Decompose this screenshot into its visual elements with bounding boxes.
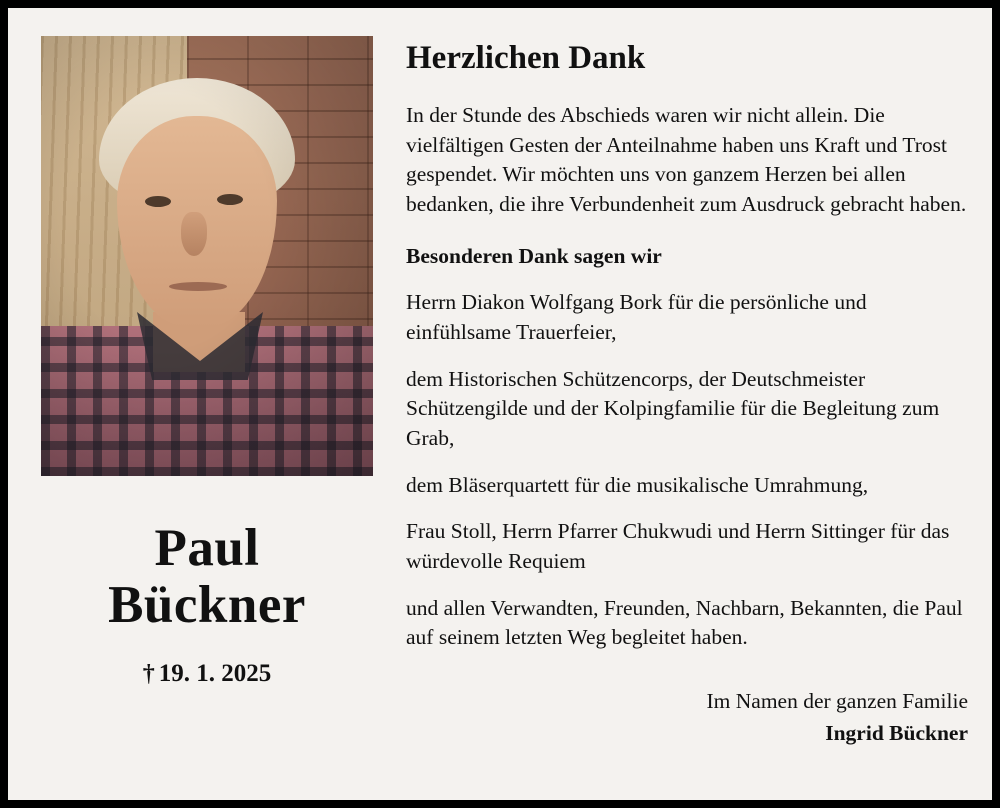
- name-line-1: Paul: [154, 519, 260, 577]
- signature: Ingrid Bückner: [825, 720, 968, 745]
- closing-block: [406, 687, 968, 748]
- name-line-2: Bückner: [108, 576, 306, 635]
- thanks-heading: Besonderen Dank sagen wir: [406, 243, 662, 268]
- cross-icon: †: [142, 661, 155, 688]
- page-title: Herzlichen Dank: [406, 40, 646, 76]
- right-column: [378, 8, 992, 800]
- intro-paragraph: In der Stunde des Abschieds waren wir nicht allein. Die vielfältigen Gesten der Anteilnahme haben uns Kraft und Trost gespendet. Wir möchten uns von ganzem Herzen bei allen bedanken, die ihre Verbundenheit zum Ausdruck gebracht haben.: [406, 103, 967, 216]
- thanks-item: und allen Verwandten, Freunden, Nachbarn, Bekannten, die Paul auf seinem letzten Weg begleitet haben.: [406, 595, 963, 650]
- thanks-item: Herrn Diakon Wolfgang Bork für die persönliche und einfühlsame Trauerfeier,: [406, 290, 867, 344]
- left-column: [8, 8, 378, 800]
- obituary-card: [8, 8, 992, 800]
- thanks-item: dem Historischen Schützencorps, der Deutschmeister Schützengilde und der Kolpingfamilie für die Begleitung zum Grab,: [406, 366, 940, 450]
- death-date: 19. 1. 2025: [158, 660, 272, 688]
- photo-vignette: [41, 36, 373, 476]
- closing-line: Im Namen der ganzen Familie: [706, 688, 968, 713]
- portrait-photo: [41, 36, 373, 476]
- death-date-line: [143, 660, 272, 688]
- deceased-name: [108, 520, 306, 634]
- thanks-item: Frau Stoll, Herrn Pfarrer Chukwudi und Herrn Sittinger für das würdevolle Requiem: [406, 519, 950, 573]
- thanks-item: dem Bläserquartett für die musikalische Umrahmung,: [406, 472, 869, 497]
